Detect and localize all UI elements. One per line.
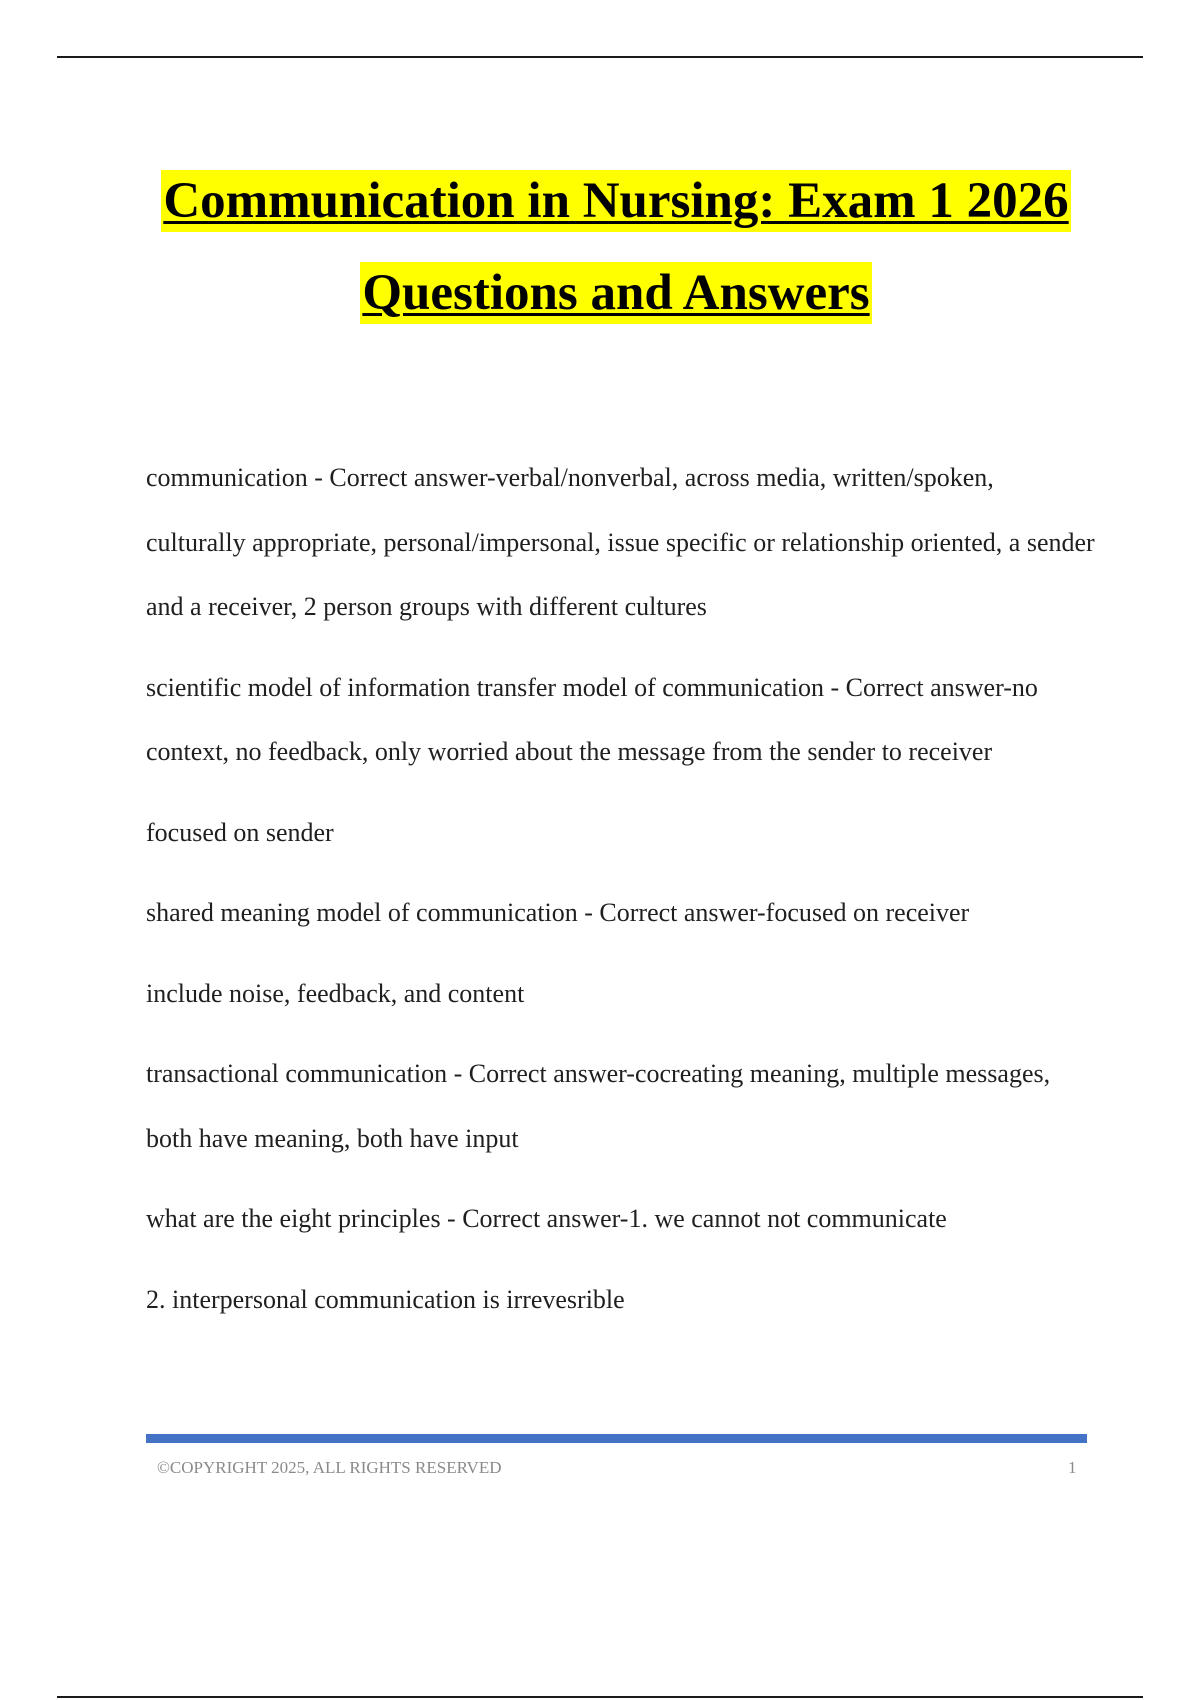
title-line-1: Communication in Nursing: Exam 1 2026 bbox=[161, 170, 1070, 232]
top-rule bbox=[57, 56, 1143, 58]
paragraph-principle-2: 2. interpersonal communication is irrevesrible bbox=[146, 1284, 625, 1314]
paragraph-include-noise: include noise, feedback, and content bbox=[146, 978, 525, 1008]
paragraph-shared-meaning-model: shared meaning model of communication - Correct answer-focused on receiver bbox=[146, 898, 970, 927]
document-body bbox=[146, 446, 1096, 1332]
document-title bbox=[0, 170, 1200, 324]
bottom-rule bbox=[57, 1696, 1143, 1698]
footer-page-number: 1 bbox=[1068, 1458, 1077, 1477]
title-line-2: Questions and Answers bbox=[360, 262, 871, 324]
paragraph-communication: communication - Correct answer-verbal/nonverbal, across media, written/spoken, culturally appropriate, personal/impersonal, issue specific or relationship oriented, a sender and a receiver, 2 person groups with different cultures bbox=[146, 463, 1095, 621]
paragraph-eight-principles: what are the eight principles - Correct answer-1. we cannot not communicate bbox=[146, 1204, 947, 1233]
paragraph-transactional: transactional communication - Correct answer-cocreating meaning, multiple messages, both have meaning, both have input bbox=[146, 1059, 1051, 1153]
footer-bar bbox=[146, 1434, 1087, 1443]
paragraph-focused-on-sender: focused on sender bbox=[146, 817, 334, 847]
footer-copyright: ©COPYRIGHT 2025, ALL RIGHTS RESERVED bbox=[157, 1458, 502, 1477]
paragraph-scientific-model: scientific model of information transfer model of communication - Correct answer-no context, no feedback, only worried about the message from the sender to receiver bbox=[146, 672, 1038, 766]
